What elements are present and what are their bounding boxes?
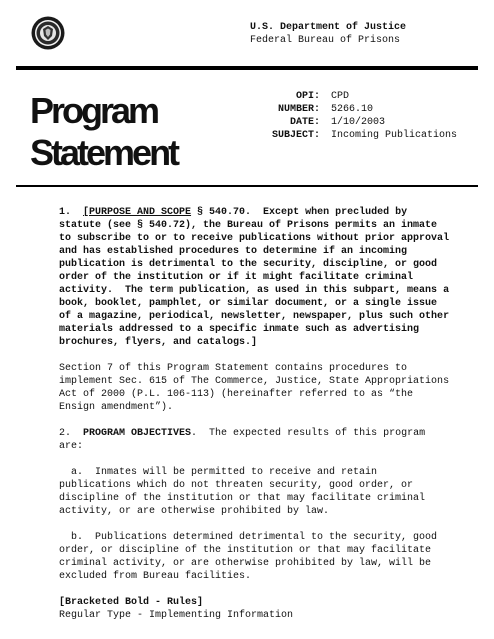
paragraph-line: b. Publications determined detrimental to the security, good	[59, 532, 438, 543]
meta-key: NUMBER:	[277, 104, 320, 115]
document-metadata	[260, 90, 457, 142]
bureau-name: Federal Bureau of Prisons	[250, 35, 401, 46]
paragraph-line: Ensign amendment”).	[59, 402, 174, 413]
department-name: U.S. Department of Justice	[250, 22, 407, 33]
section-heading: [PURPOSE AND SCOPE	[83, 207, 192, 218]
title-rule	[16, 185, 478, 187]
paragraph-line	[59, 206, 479, 219]
paragraph-line: to subscribe to or to receive publications without prior approval	[59, 233, 450, 244]
title-line-2: Statement	[30, 132, 178, 173]
meta-value: Incoming Publications	[331, 130, 458, 141]
paragraph-line: order of the institution or if it might facilitate criminal	[59, 272, 414, 283]
meta-key: OPI:	[295, 91, 320, 102]
paragraph-line: excluded from Bureau facilities.	[59, 571, 252, 582]
paragraph-line: implement Sec. 615 of The Commerce, Justice, State Appropriations	[59, 376, 450, 387]
paragraph-ensign-amendment	[59, 362, 479, 414]
paragraph-line: order, or discipline of the institution or that may facilitate	[59, 545, 432, 556]
paragraph-objective-b	[59, 531, 479, 583]
paragraph-line: statute (see § 540.72), the Bureau of Prisons permits an inmate	[59, 220, 438, 231]
paragraph-objective-a	[59, 466, 479, 518]
paragraph-line: are:	[59, 441, 84, 452]
header-rule	[16, 66, 478, 70]
document-title	[30, 90, 177, 174]
paragraph-line: and has established procedures to determine if an incoming	[59, 246, 408, 257]
paragraph-line: brochures, flyers, and catalogs.]	[59, 337, 258, 348]
paragraph-line: Section 7 of this Program Statement contains procedures to	[59, 363, 408, 374]
section-heading: PROGRAM OBJECTIVES	[83, 428, 192, 439]
meta-row-number	[260, 103, 457, 116]
title-line-1: Program	[30, 90, 158, 131]
section-number: 1.	[59, 207, 84, 218]
paragraph-line	[59, 427, 479, 440]
paragraph-line: activity, or are otherwise prohibited by law.	[59, 506, 330, 517]
legend-implementing-line: Regular Type - Implementing Information	[59, 610, 294, 621]
type-legend	[59, 596, 479, 622]
paragraph-line: publications which do not threaten security, good order, or	[59, 480, 414, 491]
paragraph-line: discipline of the institution or that may facilitate criminal	[59, 493, 426, 504]
agency-header	[250, 21, 406, 47]
section-number: 2.	[59, 428, 84, 439]
legend-rules-line: [Bracketed Bold - Rules]	[59, 597, 204, 608]
meta-row-date	[260, 116, 457, 129]
line-text: § 540.70. Except when precluded by	[191, 207, 408, 218]
paragraph-program-objectives	[59, 427, 479, 453]
paragraph-line: of a magazine, periodical, newsletter, newspaper, plus such other	[59, 311, 450, 322]
paragraph-line: materials addressed to a specific inmate such as advertising	[59, 324, 420, 335]
paragraph-line: a. Inmates will be permitted to receive and retain	[59, 467, 378, 478]
meta-value: CPD	[331, 91, 350, 102]
meta-row-opi	[260, 90, 457, 103]
meta-row-subject	[260, 129, 457, 142]
meta-key: DATE:	[289, 117, 320, 128]
meta-value: 1/10/2003	[331, 117, 386, 128]
paragraph-line: activity. The term publication, as used in this subpart, means a	[59, 285, 450, 296]
line-text: . The expected results of this program	[191, 428, 426, 439]
paragraph-line: criminal activity, or are otherwise prohibited by law, will be	[59, 558, 432, 569]
paragraph-purpose-scope	[59, 206, 479, 349]
document-body	[59, 206, 479, 635]
doj-seal-icon	[31, 16, 65, 50]
paragraph-line: publication is detrimental to the security, discipline, or good	[59, 259, 438, 270]
meta-value: 5266.10	[331, 104, 374, 115]
paragraph-line: Act of 2000 (P.L. 106-113) (hereinafter referred to as “the	[59, 389, 414, 400]
meta-key: SUBJECT:	[271, 130, 320, 141]
paragraph-line: book, booklet, pamphlet, or similar document, or a single issue	[59, 298, 438, 309]
